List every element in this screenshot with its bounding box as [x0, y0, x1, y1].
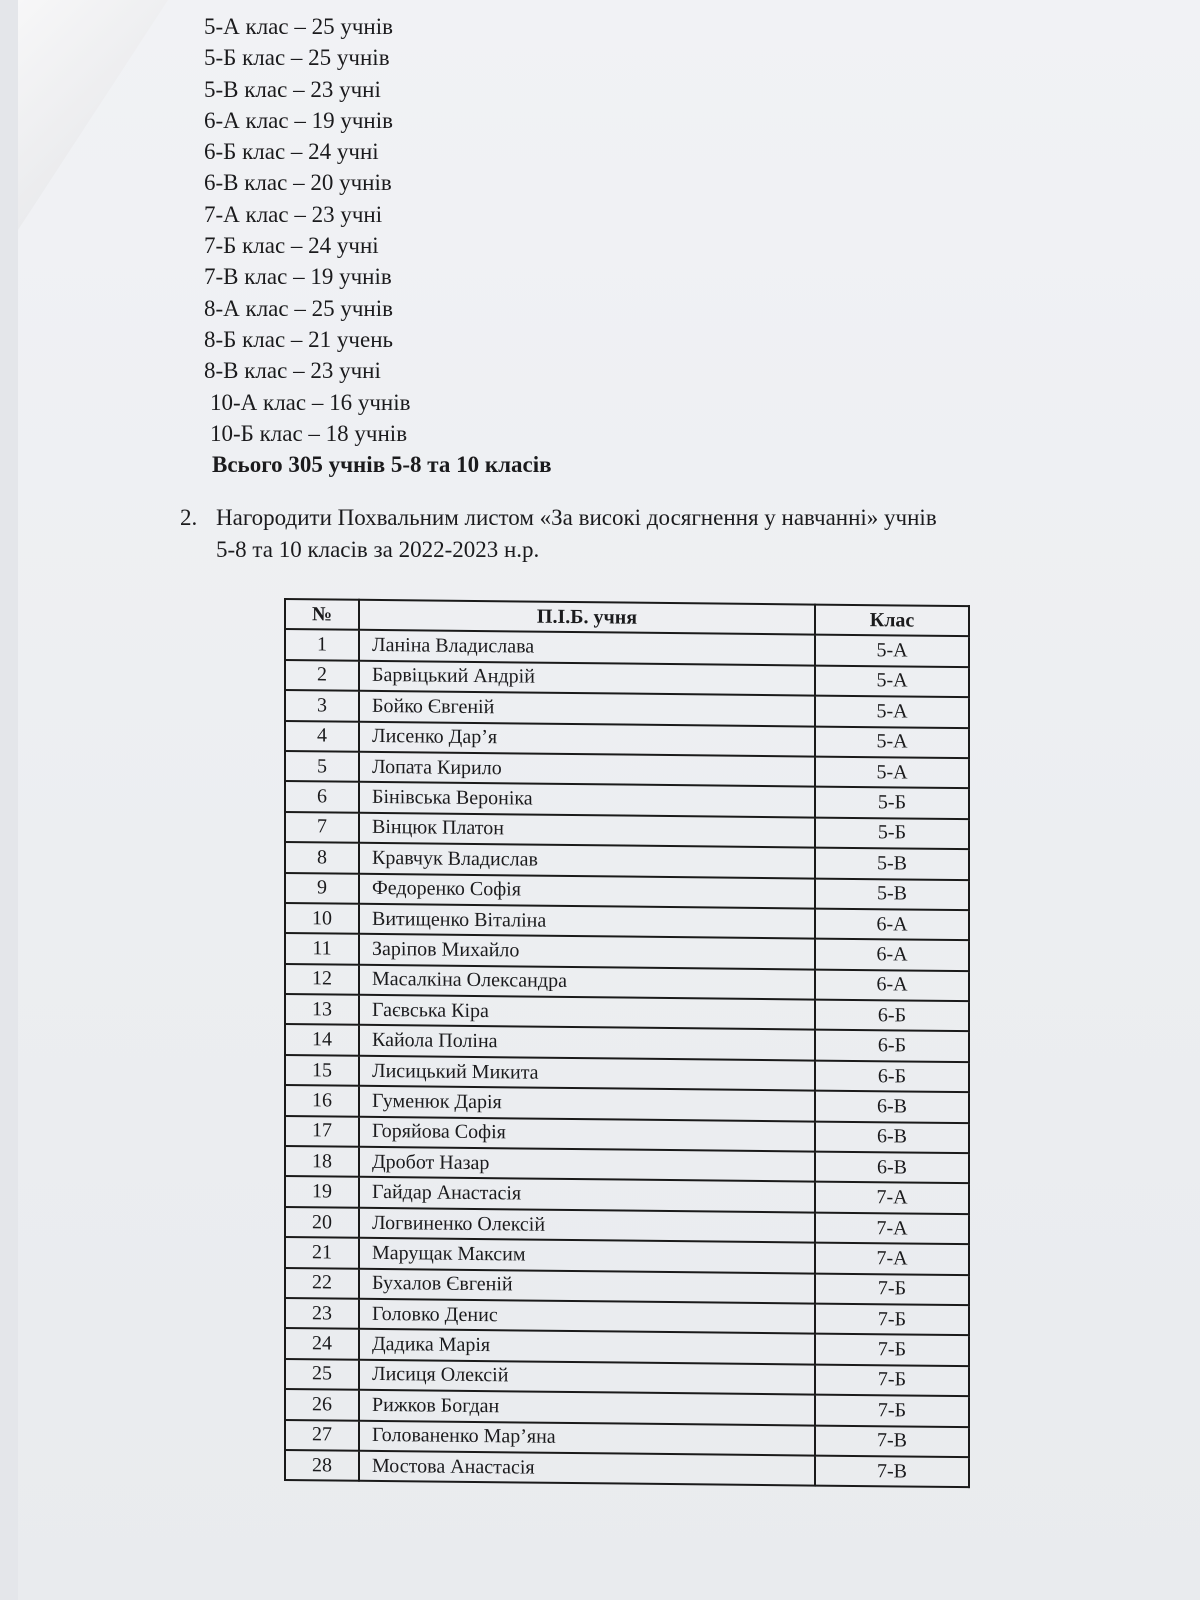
row-number: 20 [285, 1207, 359, 1238]
class-count-line: 5-В клас – 23 учні [204, 76, 381, 102]
student-name: Кравчук Владислав [359, 843, 815, 878]
student-name: Лисицький Микита [359, 1056, 815, 1091]
student-name: Голованенко Мар’яна [359, 1420, 815, 1455]
row-number: 17 [285, 1116, 359, 1147]
student-name: Лисиця Олексій [359, 1360, 815, 1395]
row-number: 2 [285, 660, 359, 691]
student-class: 6-Б [815, 1030, 969, 1062]
table-body [285, 629, 969, 1487]
row-number: 1 [285, 629, 359, 660]
student-class: 7-Б [815, 1304, 969, 1336]
student-class: 5-А [815, 726, 969, 758]
student-class: 7-Б [815, 1364, 969, 1396]
row-number: 11 [285, 933, 359, 964]
row-number: 28 [285, 1450, 359, 1481]
student-class: 6-Б [815, 1000, 969, 1032]
student-name: Бухалов Євгеній [359, 1268, 815, 1303]
row-number: 26 [285, 1389, 359, 1420]
folded-page-corner [18, 0, 168, 230]
student-class: 7-В [815, 1455, 969, 1487]
header-student-name: П.І.Б. учня [359, 600, 815, 635]
student-name: Ланіна Владислава [359, 630, 815, 665]
student-class: 7-А [815, 1243, 969, 1275]
student-class: 6-В [815, 1152, 969, 1184]
student-class: 5-А [815, 635, 969, 667]
class-count-line: 10-Б клас – 18 учнів [210, 420, 408, 446]
student-name: Лисенко Дар’я [359, 721, 815, 756]
row-number: 18 [285, 1146, 359, 1177]
student-name: Горяйова Софія [359, 1116, 815, 1151]
student-name: Марущак Максим [359, 1238, 815, 1273]
student-name: Заріпов Михайло [359, 934, 815, 969]
row-number: 21 [285, 1237, 359, 1268]
class-count-line: 6-Б клас – 24 учні [204, 139, 379, 165]
row-number: 23 [285, 1298, 359, 1329]
row-number: 6 [285, 781, 359, 812]
class-count-line: 8-А клас – 25 учнів [204, 295, 393, 321]
student-class: 7-В [815, 1425, 969, 1457]
student-name: Дадика Марія [359, 1329, 815, 1364]
row-number: 12 [285, 964, 359, 995]
class-count-line: 7-В клас – 19 учнів [204, 264, 392, 290]
row-number: 25 [285, 1359, 359, 1390]
student-name: Масалкіна Олександра [359, 964, 815, 999]
row-number: 3 [285, 690, 359, 721]
student-name: Федоренко Софія [359, 873, 815, 908]
row-number: 14 [285, 1024, 359, 1055]
student-class: 5-В [815, 878, 969, 910]
item-text-line-2: 5-8 та 10 класів за 2022-2023 н.р. [216, 537, 540, 562]
student-class: 7-Б [815, 1273, 969, 1305]
row-number: 24 [285, 1328, 359, 1359]
student-class: 6-А [815, 969, 969, 1001]
student-class: 6-В [815, 1091, 969, 1123]
student-class: 7-Б [815, 1395, 969, 1427]
student-name: Гайдар Анастасія [359, 1177, 815, 1212]
header-class: Клас [815, 605, 969, 637]
student-name: Барвіцький Андрій [359, 661, 815, 696]
student-name: Бойко Євгеній [359, 691, 815, 726]
row-number: 22 [285, 1268, 359, 1299]
header-number: № [285, 599, 359, 630]
student-name: Логвиненко Олексій [359, 1208, 815, 1243]
student-name: Рижков Богдан [359, 1390, 815, 1425]
row-number: 16 [285, 1085, 359, 1116]
student-class: 7-А [815, 1182, 969, 1214]
row-number: 5 [285, 751, 359, 782]
student-class: 7-А [815, 1212, 969, 1244]
student-class: 6-В [815, 1121, 969, 1153]
total-students: Всього 305 учнів 5-8 та 10 класів [212, 452, 552, 478]
row-number: 9 [285, 873, 359, 904]
row-number: 13 [285, 994, 359, 1025]
class-count-line: 5-А клас – 25 учнів [204, 14, 393, 39]
student-class: 5-А [815, 757, 969, 789]
student-name: Бінівська Вероніка [359, 782, 815, 817]
student-name: Гуменюк Дарія [359, 1086, 815, 1121]
list-item-2 [180, 502, 937, 566]
row-number: 8 [285, 842, 359, 873]
student-class: 5-А [815, 665, 969, 697]
row-number: 4 [285, 721, 359, 752]
class-count-line: 7-А клас – 23 учні [204, 201, 383, 227]
row-number: 10 [285, 903, 359, 934]
row-number: 7 [285, 812, 359, 843]
item-number: 2. [180, 505, 198, 530]
student-name: Дробот Назар [359, 1147, 815, 1182]
student-class: 5-Б [815, 817, 969, 849]
student-name: Лопата Кирило [359, 752, 815, 787]
class-count-line: 5-Б клас – 25 учнів [204, 45, 390, 71]
row-number: 19 [285, 1176, 359, 1207]
table-row [285, 1450, 969, 1488]
student-class: 6-А [815, 939, 969, 971]
student-class: 6-А [815, 908, 969, 940]
class-count-line: 6-А клас – 19 учнів [204, 107, 393, 133]
student-class: 5-Б [815, 787, 969, 819]
class-count-line: 8-Б клас – 21 учень [204, 326, 394, 352]
student-name: Витищенко Віталіна [359, 904, 815, 939]
student-class: 5-В [815, 848, 969, 880]
row-number: 27 [285, 1420, 359, 1451]
class-count-line: 7-Б клас – 24 учні [204, 233, 379, 259]
student-name: Кайола Поліна [359, 1025, 815, 1060]
student-class: 6-Б [815, 1060, 969, 1092]
item-text-line-1: Нагородити Похвальним листом «За високі досягнення у навчанні» учнів [216, 505, 937, 530]
class-count-line: 8-В клас – 23 учні [204, 358, 381, 384]
student-name: Мостова Анастасія [359, 1451, 815, 1486]
student-class: 5-А [815, 696, 969, 728]
student-name: Головко Денис [359, 1299, 815, 1334]
class-count-line: 6-В клас – 20 учнів [204, 170, 392, 196]
row-number: 15 [285, 1055, 359, 1086]
student-class: 7-Б [815, 1334, 969, 1366]
student-name: Вінцюк Платон [359, 813, 815, 848]
student-name: Гаєвська Кіра [359, 995, 815, 1030]
awards-table [284, 598, 970, 1489]
class-counts-list [204, 11, 552, 480]
class-count-line: 10-А клас – 16 учнів [210, 389, 411, 415]
